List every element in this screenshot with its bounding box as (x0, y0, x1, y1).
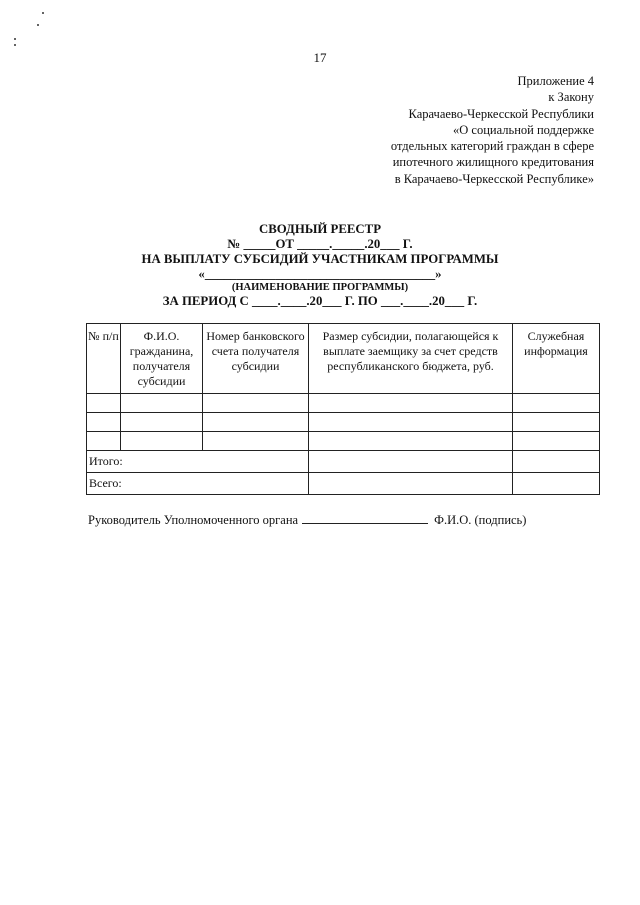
appendix-line: отдельных категорий граждан в сфере (390, 139, 594, 154)
table-cell (309, 413, 513, 432)
appendix-line: в Карачаево-Черкесской Республике» (394, 171, 594, 186)
table-cell (121, 413, 203, 432)
table-cell (121, 432, 203, 451)
header-subsidy-amount: Размер субсидии, полагающейся к выплате заемщику за счет средств республиканского бюджета, руб. (309, 324, 513, 394)
table-cell (203, 413, 309, 432)
document-title: СВОДНЫЙ РЕЕСТР (258, 222, 382, 236)
table-row (87, 413, 600, 432)
appendix-line: «О социальной поддержке (453, 122, 594, 137)
appendix-reference (264, 73, 594, 187)
scan-speck (42, 12, 44, 14)
table-cell (513, 451, 600, 473)
table-cell (513, 394, 600, 413)
table-cell (309, 394, 513, 413)
program-name-blank: «____________________________________» (198, 267, 442, 281)
table-header-row (87, 324, 600, 394)
signature-suffix: Ф.И.О. (подпись) (434, 513, 527, 527)
header-service-info: Служебная информация (513, 324, 600, 394)
table-cell (309, 473, 513, 495)
total-row (87, 451, 600, 473)
registry-table (86, 323, 600, 495)
document-title-block (0, 222, 640, 309)
table-cell (203, 432, 309, 451)
table-cell (121, 394, 203, 413)
scan-speck (37, 24, 39, 26)
period-line: ЗА ПЕРИОД С ____.____.20___ Г. ПО ___.____.20___ Г. (162, 294, 478, 308)
grand-total-label: Всего: (87, 473, 309, 495)
table-cell (203, 394, 309, 413)
program-name-caption: (НАИМЕНОВАНИЕ ПРОГРАММЫ) (231, 282, 409, 293)
signature-line (88, 512, 526, 528)
appendix-line: ипотечного жилищного кредитования (392, 155, 594, 170)
header-bank-account: Номер банковского счета получателя субсидии (203, 324, 309, 394)
scan-speck (14, 44, 16, 46)
table-cell (87, 413, 121, 432)
grand-total-row (87, 473, 600, 495)
header-full-name: Ф.И.О. гражданина, получателя субсидии (121, 324, 203, 394)
appendix-line: к Закону (548, 90, 594, 105)
table-row (87, 394, 600, 413)
table-cell (309, 432, 513, 451)
page-number: 17 (313, 50, 327, 65)
table-cell (513, 413, 600, 432)
appendix-line: Карачаево-Черкесской Республики (408, 106, 594, 121)
table-cell (87, 394, 121, 413)
table-cell (87, 432, 121, 451)
table-cell (513, 432, 600, 451)
signature-label: Руководитель Уполномоченного органа (88, 513, 299, 527)
header-row-number: № п/п (87, 324, 121, 394)
registry-purpose-line: НА ВЫПЛАТУ СУБСИДИЙ УЧАСТНИКАМ ПРОГРАММЫ (141, 252, 499, 266)
appendix-line: Приложение 4 (517, 74, 594, 88)
table-row (87, 432, 600, 451)
signature-blank (302, 512, 428, 524)
table-cell (309, 451, 513, 473)
total-label: Итого: (87, 451, 309, 473)
registry-number-line: № _____ОТ _____._____.20___ Г. (227, 237, 413, 251)
table-cell (513, 473, 600, 495)
scan-speck (14, 38, 16, 40)
